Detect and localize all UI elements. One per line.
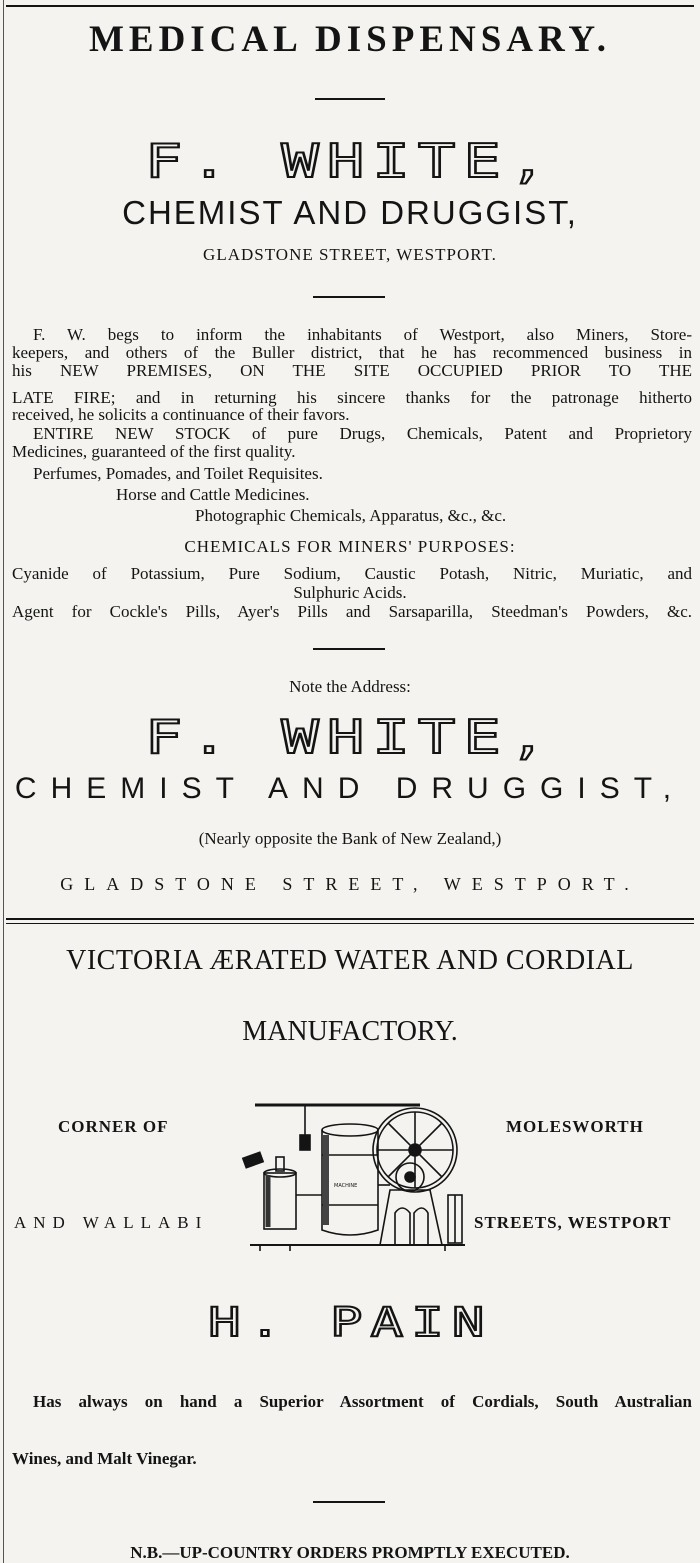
ad1-stock-line: ENTIRE NEW STOCK of pure Drugs, Chemicals, Patent and Proprietory	[33, 424, 692, 443]
ad1-note: Note the Address:	[289, 677, 411, 696]
ad2-streets: STREETS, WESTPORT	[474, 1213, 672, 1232]
ad-separator	[6, 918, 694, 920]
svg-text:MACHINE: MACHINE	[334, 1183, 358, 1189]
divider	[315, 98, 385, 100]
ad1-paragraph-line: his NEW PREMISES, ON THE SITE OCCUPIED PRIOR TO THE	[12, 361, 692, 380]
ad2-offer-line: Wines, and Malt Vinegar.	[12, 1449, 197, 1468]
ad1-photo: Photographic Chemicals, Apparatus, &c., &c.	[195, 506, 507, 525]
ad1-cyanide-line: Sulphuric Acids.	[293, 583, 407, 602]
ad1-opposite: (Nearly opposite the Bank of New Zealand,)	[198, 829, 502, 848]
ad2-name: H. PAIN	[207, 1300, 493, 1346]
ad1-paragraph-line: F. W. begs to inform the inhabitants of Westport, also Miners, Store-	[33, 325, 692, 344]
ad1-trade2: CHEMIST AND DRUGGIST,	[14, 772, 686, 805]
ad1-perfumes: Perfumes, Pomades, and Toilet Requisites.	[33, 464, 323, 483]
divider	[313, 1501, 385, 1503]
ad1-name-wrap	[0, 134, 700, 188]
ad2-and-wallabi: AND WALLABI	[14, 1213, 209, 1232]
ad1-horse: Horse and Cattle Medicines.	[116, 485, 310, 504]
ad2-offer-line: Has always on hand a Superior Assortment of Cordials, South Australian	[33, 1392, 692, 1411]
ad1-name: F. WHITE,	[145, 134, 555, 188]
ad2-heading-1: VICTORIA ÆRATED WATER AND CORDIAL	[66, 945, 634, 976]
ad-separator	[6, 923, 694, 924]
ad1-name2: F. WHITE,	[145, 710, 555, 764]
ad1-paragraph-line: LATE FIRE; and in returning his sincere thanks for the patronage hitherto	[12, 388, 692, 407]
ad2-nb: N.B.—UP-COUNTRY ORDERS PROMPTLY EXECUTED.	[130, 1543, 570, 1562]
ad2-name-wrap	[0, 1300, 700, 1346]
ad2-corner: CORNER OF	[58, 1117, 169, 1136]
ad1-heading: MEDICAL DISPENSARY.	[88, 19, 612, 60]
ad1-address: GLADSTONE STREET, WESTPORT.	[203, 245, 497, 264]
ad1-paragraph-line: received, he solicits a continuance of their favors.	[12, 405, 350, 424]
ad1-agent: Agent for Cockle's Pills, Ayer's Pills and Sarsaparilla, Steedman's Powders, &c.	[12, 602, 692, 621]
ad1-miners-heading: CHEMICALS FOR MINERS' PURPOSES:	[184, 537, 516, 556]
divider	[313, 648, 385, 650]
ad2-molesworth: MOLESWORTH	[506, 1117, 644, 1136]
ad1-paragraph-line: keepers, and others of the Buller district, that he has recommenced business in	[12, 343, 692, 362]
ad1-name2-wrap	[0, 710, 700, 764]
ad2-heading-2: MANUFACTORY.	[242, 1016, 458, 1047]
ad1-cyanide-line: Cyanide of Potassium, Pure Sodium, Caustic Potash, Nitric, Muriatic, and	[12, 564, 692, 583]
ad1-stock-line: Medicines, guaranteed of the first quality.	[12, 442, 296, 461]
divider	[313, 296, 385, 298]
ad1-address2: GLADSTONE STREET, WESTPORT.	[60, 874, 640, 894]
top-rule	[6, 5, 694, 7]
ad1-trade: CHEMIST AND DRUGGIST,	[122, 194, 578, 231]
aerated-water-machine-illustration	[230, 1095, 478, 1255]
